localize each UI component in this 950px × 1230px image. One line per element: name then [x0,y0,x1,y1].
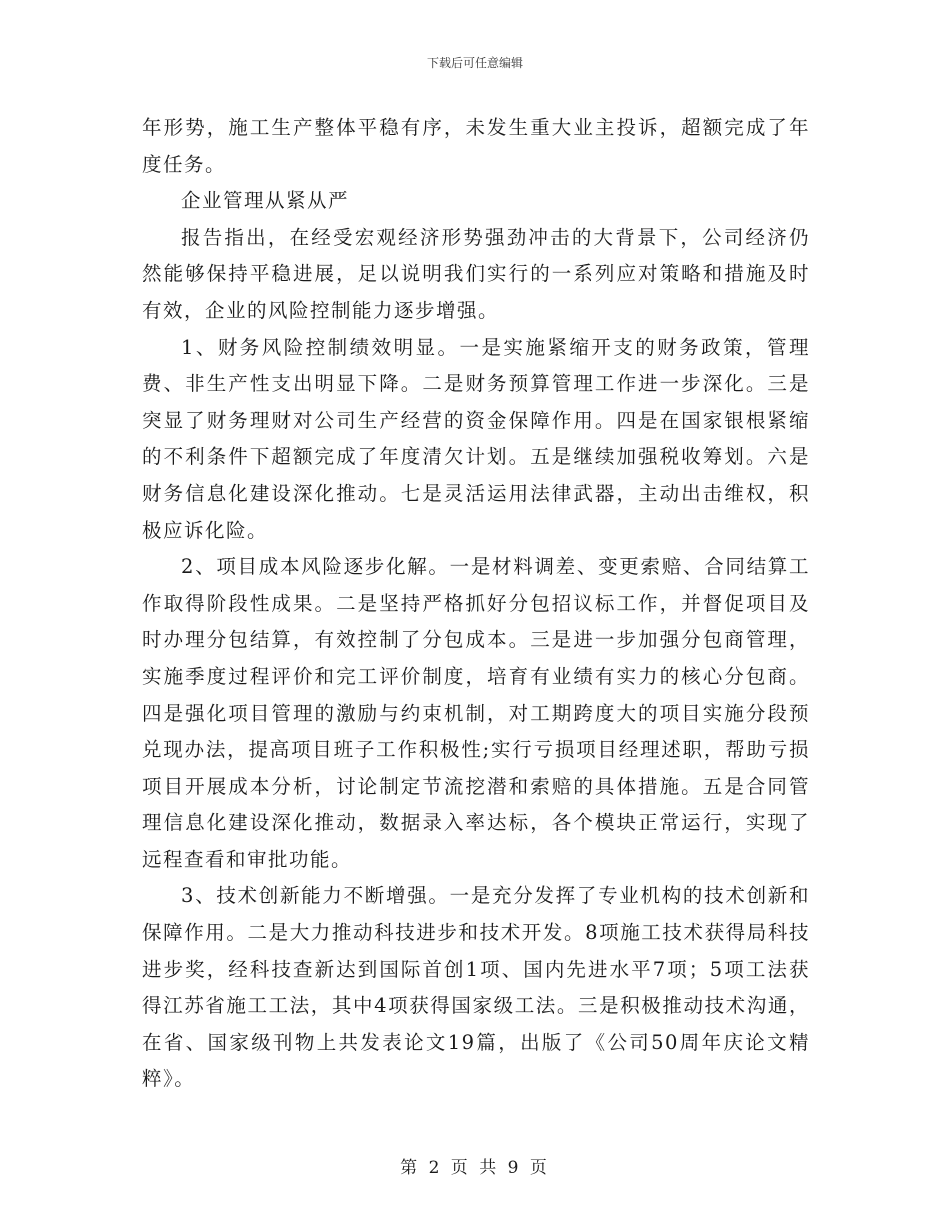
paragraph-continuation: 年形势，施工生产整体平稳有序，未发生重大业主投诉，超额完成了年度任务。 [142,116,810,176]
paragraph-financial-risk: 1、财务风险控制绩效明显。一是实施紧缩开支的财务政策，管理费、非生产性支出明显下降。二是财务预算管理工作进一步深化。三是突显了财务理财对公司生产经营的资金保障作用。四是在国家银根紧缩的不利条件下超额完成了年度清欠计划。五是继续加强税收筹划。六是财务信息化建设深化推动。七是灵活运用法律武器，主动出击维权，积极应诉化险。 [142,335,810,542]
section-heading: 企业管理从紧从严 [181,189,350,213]
document-body [142,110,810,1098]
paragraph-report-summary: 报告指出，在经受宏观经济形势强劲冲击的大背景下，公司经济仍然能够保持平稳进展，足以说明我们实行的一系列应对策略和措施及时有效，企业的风险控制能力逐步增强。 [142,225,810,322]
page-header: 下载后可任意编辑 [426,56,523,70]
paragraph-technical-innovation: 3、技术创新能力不断增强。一是充分发挥了专业机构的技术创新和保障作用。二是大力推动科技进步和技术开发。8项施工技术获得局科技进步奖，经科技查新达到国际首创1项、国内先进水平7项；5项工法获得江苏省施工工法，其中4项获得国家级工法。三是积极推动技术沟通，在省、国家级刊物上共发表论文19篇，出版了《公司50周年庆论文精粹》。 [142,884,810,1091]
paragraph-project-cost-risk: 2、项目成本风险逐步化解。一是材料调差、变更索赔、合同结算工作取得阶段性成果。二是坚持严格抓好分包招议标工作，并督促项目及时办理分包结算，有效控制了分包成本。三是进一步加强分包商管理，实施季度过程评价和完工评价制度，培育有业绩有实力的核心分包商。四是强化项目管理的激励与约束机制，对工期跨度大的项目实施分段预兑现办法，提高项目班子工作积极性;实行亏损项目经理述职，帮助亏损项目开展成本分析，讨论制定节流挖潜和索赔的具体措施。五是合同管理信息化建设深化推动，数据录入率达标，各个模块正常运行，实现了远程查看和审批功能。 [142,555,810,871]
page-footer-page-number: 第 2 页 共 9 页 [400,1158,550,1178]
